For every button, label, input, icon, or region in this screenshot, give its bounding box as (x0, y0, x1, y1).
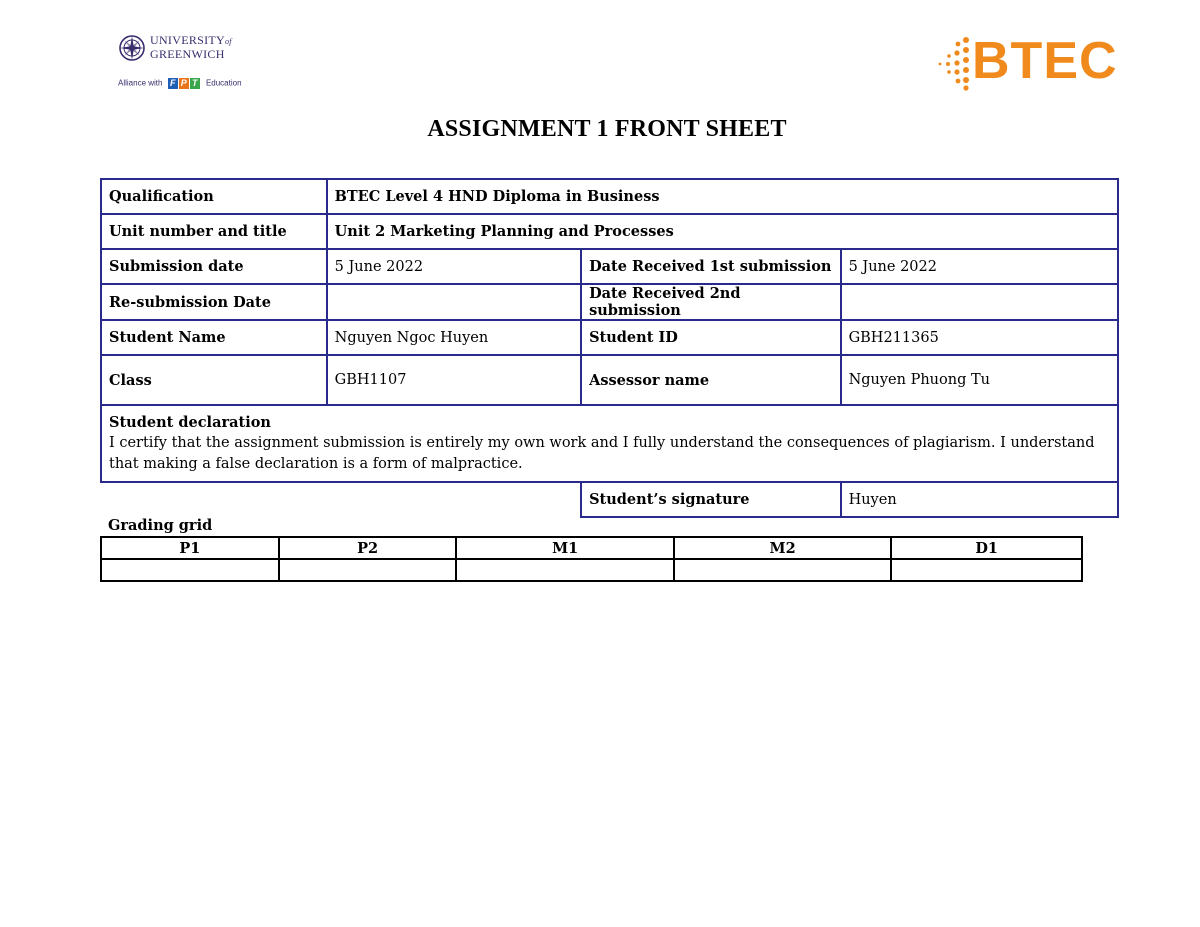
table-row (101, 249, 1118, 284)
grading-value-row (101, 559, 1082, 581)
signature-spacer (101, 482, 581, 517)
university-name-line2: GREENWICH (150, 47, 225, 61)
resubmission-value (327, 284, 581, 320)
received-2nd-label: Date Received 2nd submission (581, 284, 840, 320)
fpt-logo (168, 78, 201, 89)
qualification-label: Qualification (101, 179, 327, 214)
assessor-value: Nguyen Phuong Tu (841, 355, 1118, 405)
unit-value: Unit 2 Marketing Planning and Processes (327, 214, 1118, 249)
alliance-line (118, 78, 242, 89)
class-label: Class (101, 355, 327, 405)
grade-value-d1 (891, 559, 1082, 581)
alliance-prefix: Alliance with (118, 78, 163, 88)
page-title: ASSIGNMENT 1 FRONT SHEET (427, 116, 787, 142)
grading-header-row (101, 537, 1082, 559)
declaration-title: Student declaration (109, 413, 271, 431)
alliance-suffix: Education (205, 78, 242, 88)
submission-date-label: Submission date (101, 249, 327, 284)
unit-label: Unit number and title (101, 214, 327, 249)
student-declaration (101, 405, 1118, 482)
student-id-label: Student ID (581, 320, 840, 355)
qualification-value: BTEC Level 4 HND Diploma in Business (327, 179, 1118, 214)
signature-label: Student’s signature (581, 482, 840, 517)
student-id-value: GBH211365 (841, 320, 1118, 355)
grade-header-m1: M1 (456, 537, 673, 559)
class-value: GBH1107 (327, 355, 581, 405)
btec-dots-icon (936, 34, 972, 92)
received-1st-label: Date Received 1st submission (581, 249, 840, 284)
received-1st-value: 5 June 2022 (841, 249, 1118, 284)
university-of: of (225, 37, 232, 46)
university-name-line1: UNIVERSITY (150, 33, 225, 47)
grade-header-p1: P1 (101, 537, 279, 559)
grade-value-p2 (279, 559, 457, 581)
table-row (101, 320, 1118, 355)
table-row (101, 214, 1118, 249)
grade-value-m1 (456, 559, 673, 581)
table-row (101, 482, 1118, 517)
student-name-value: Nguyen Ngoc Huyen (327, 320, 581, 355)
table-row (101, 284, 1118, 320)
grade-header-d1: D1 (891, 537, 1082, 559)
grading-grid-table (100, 536, 1083, 582)
fpt-letter-t: T (190, 78, 200, 89)
front-sheet-table (100, 178, 1119, 518)
table-row (101, 355, 1118, 405)
student-name-label: Student Name (101, 320, 327, 355)
btec-logo (936, 34, 1126, 92)
received-2nd-value (841, 284, 1118, 320)
btec-wordmark: BTEC (972, 32, 1118, 90)
grade-header-p2: P2 (279, 537, 457, 559)
compass-rose-icon (118, 34, 146, 62)
submission-date-value: 5 June 2022 (327, 249, 581, 284)
fpt-letter-p: P (180, 78, 187, 88)
grade-header-m2: M2 (674, 537, 891, 559)
grade-value-m2 (674, 559, 891, 581)
grade-value-p1 (101, 559, 279, 581)
grading-grid-label: Grading grid (108, 517, 213, 534)
university-logo (118, 32, 258, 92)
resubmission-label: Re-submission Date (101, 284, 327, 320)
assessor-label: Assessor name (581, 355, 840, 405)
fpt-letter-f: F (168, 78, 178, 89)
table-row (101, 405, 1118, 482)
table-row (101, 179, 1118, 214)
declaration-text: I certify that the assignment submission is entirely my own work and I fully understand the consequences of plagiarism. I understand that making a false declaration is a form of malpractice. (109, 434, 1095, 472)
signature-value: Huyen (841, 482, 1118, 517)
